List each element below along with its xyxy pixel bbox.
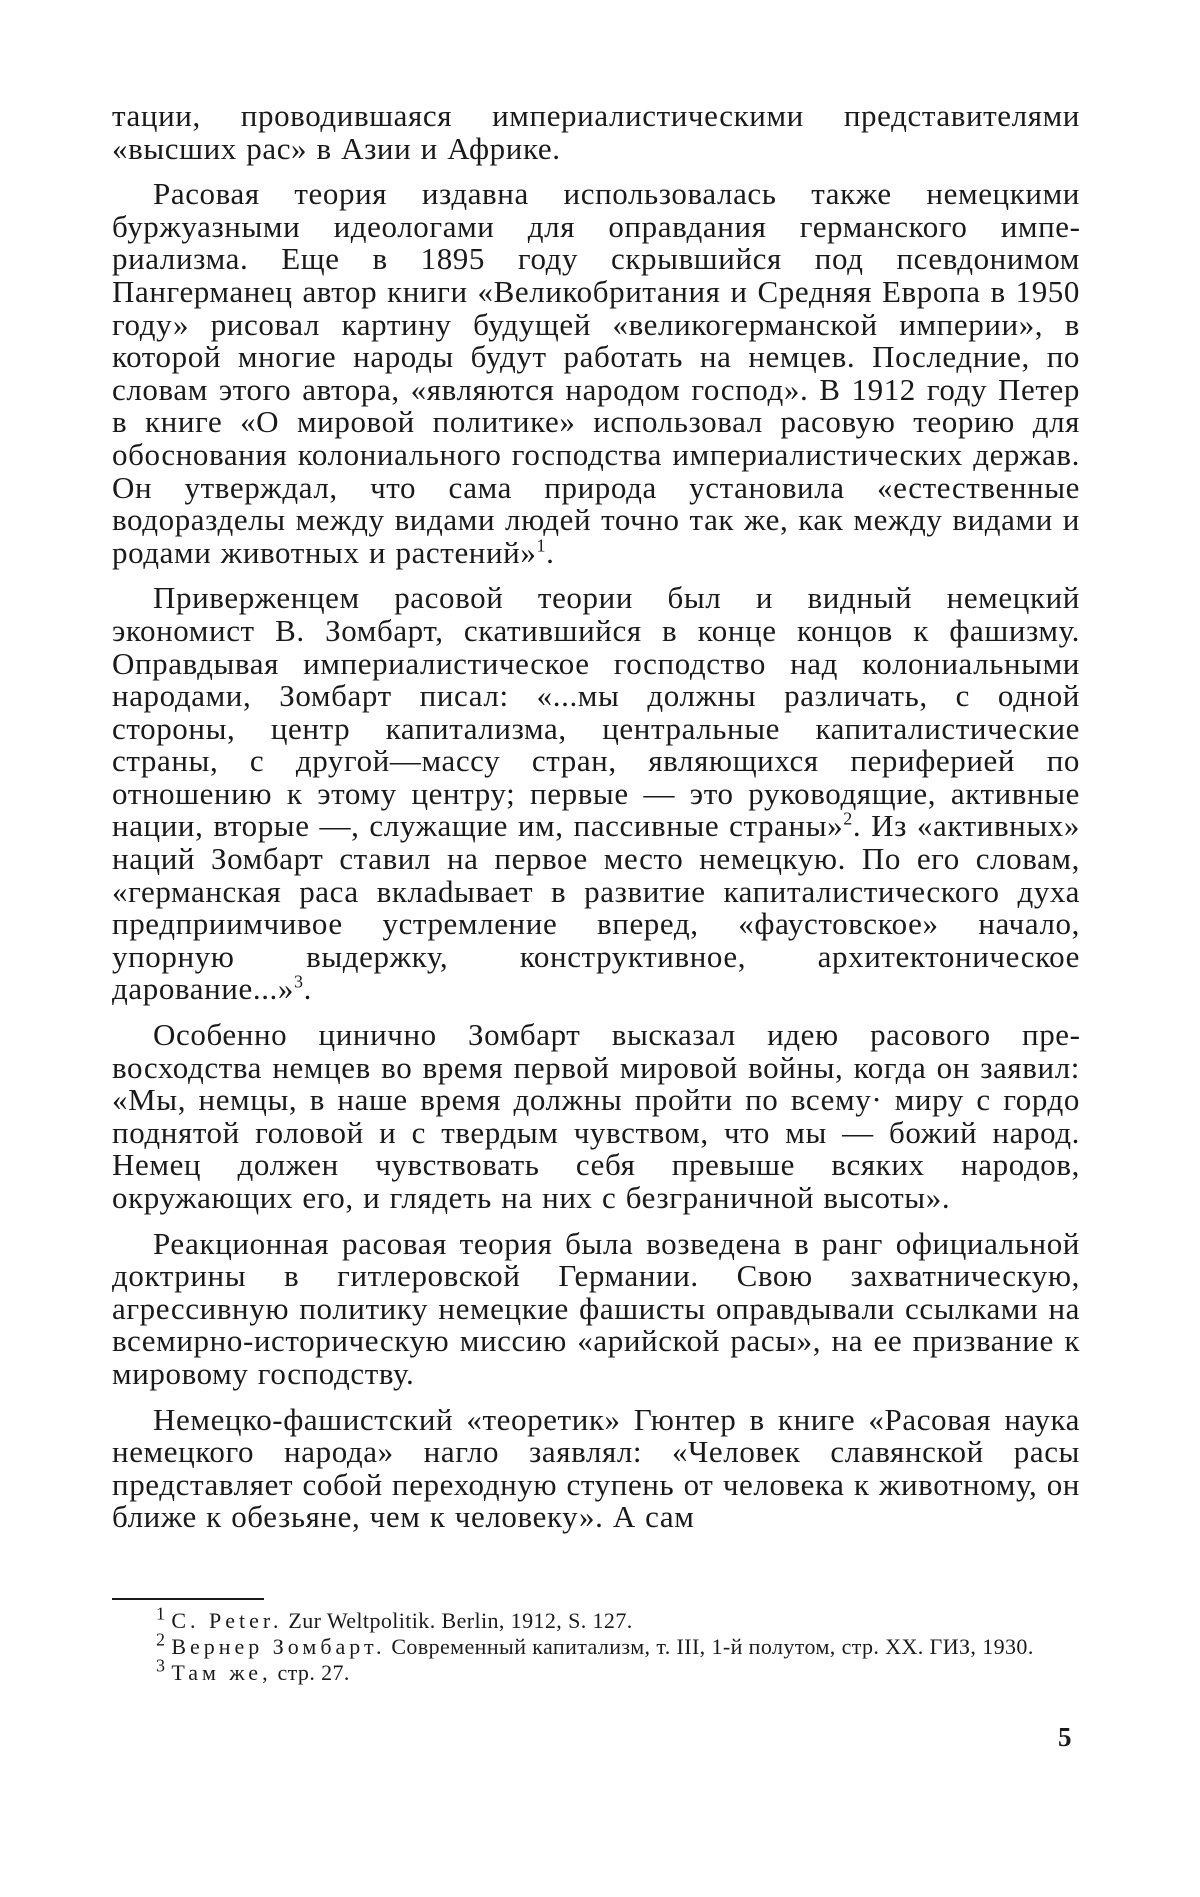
paragraph-tail: . xyxy=(546,535,554,570)
footnote-mark: 1 xyxy=(156,1604,165,1624)
footnote-3 xyxy=(112,1660,1080,1686)
footnote-ref[interactable]: 1 xyxy=(536,535,546,555)
footnote-text: Zur Weltpolitik. Berlin, 1912, S. 127. xyxy=(282,1608,632,1633)
paragraph-sombart xyxy=(112,582,1080,1006)
footnotes xyxy=(112,1598,1080,1686)
footnote-author: Там же, xyxy=(171,1660,271,1685)
paragraph-hitler-doctrine xyxy=(112,1228,1080,1391)
paragraph-pangerman xyxy=(112,178,1080,569)
footnote-mark: 2 xyxy=(156,1630,165,1650)
paragraph-text: Немецко-фашистский «теоретик» Гюнтер в книге «Расовая наука немецкого народа» нагло заявлял: «Человек славянской расы представляет собой переходную ступень от человека к животному, он ближе к обезьяне, чем к человеку». А сам xyxy=(112,1402,1080,1535)
paragraph-tail: . xyxy=(304,971,312,1006)
footnote-author: C. Peter. xyxy=(171,1608,282,1633)
footnote-text: Современный капитализм, т. III, 1-й полутом, стр. XX. ГИЗ, 1930. xyxy=(385,1634,1033,1659)
footnote-mark: 3 xyxy=(156,1656,165,1676)
paragraph-text: Особенно цинично Зомбарт высказал идею расового пре­восходства немцев во время первой мировой войны, когда он заявил: «Мы, немцы, в наше время должны пройти по всему· миру с гордо поднятой головой и с твердым чувством, что мы — божий народ. Немец должен чувствовать себя превыше всяких народов, окружающих его, и глядеть на них с безгра­ничной высоты». xyxy=(112,1017,1080,1215)
footnote-2 xyxy=(112,1634,1080,1660)
paragraph-text: Расовая теория издавна использовалась также немецкими буржуазными идеологами для оправдания германского импе­риализма. Еще в 1895 году скрывшийся под псевдонимом Пангерманец автор книги «Великобритания и Средняя Европа в 1950 году» рисовал картину будущей «великогерманской империи», в которой многие народы будут работать на нем­цев. Последние, по словам этого автора, «являются народом господ». В 1912 году Петер в книге «О мировой политике» использовал расовую теорию для обоснования колониального господства империалистических держав. Он утверждал, что сама природа установила «естественные водоразделы между видами людей точно так же, как между видами и родами жи­вотных и растений» xyxy=(112,176,1080,570)
footnote-text: стр. 27. xyxy=(272,1660,350,1685)
footnote-author: Вернер Зомбарт. xyxy=(171,1634,385,1659)
footnote-divider xyxy=(112,1598,264,1600)
paragraph-text: Реакционная расовая теория была возведена в ранг офици­альной доктрины в гитлеровской Германии. Свою захватни­ческую, агрессивную политику немецкие фашисты оправды­вали ссылками на всемирно-историческую миссию «арийской расы», на ее призвание к мировому господству. xyxy=(112,1226,1080,1391)
footnote-1 xyxy=(112,1608,1080,1634)
paragraph-text: тации, проводившаяся империалистическими представителями «высших рас» в Азии и Африке. xyxy=(112,98,1080,166)
paragraph-sombart-war xyxy=(112,1019,1080,1215)
footnote-ref[interactable]: 3 xyxy=(294,972,304,992)
paragraph-text: Приверженцем расовой теории был и видный немецкий экономист В. Зомбарт, скатившийся в конце концов к фа­шизму. Оправдывая империалистическое господство над ко­лониальными народами, Зомбарт писал: «...мы должны раз­личать, с одной стороны, центр капитализма, центральные ка­питалистические страны, с другой—массу стран, являющихся периферией по отношению к этому центру; первые — это ру­ководящие, активные нации, вторые —, служащие им, пассив­ные страны» xyxy=(112,580,1080,843)
paragraph-continuation xyxy=(112,100,1080,165)
page-body xyxy=(112,100,1080,1534)
footnote-ref[interactable]: 2 xyxy=(843,809,853,829)
page-number: 5 xyxy=(1058,1722,1072,1752)
paragraph-tail: . Из «активных» наций Зомбарт ставил на пер­вое место немецкую. По его словам, «германская раса вкла­dывает в развитие капиталистического духа предприимчивое устремление вперед, «фаустовское» начало, упорную выдерж­ку, конструктивное, архитектоническое дарование...» xyxy=(112,808,1080,1006)
paragraph-gunther xyxy=(112,1404,1080,1534)
